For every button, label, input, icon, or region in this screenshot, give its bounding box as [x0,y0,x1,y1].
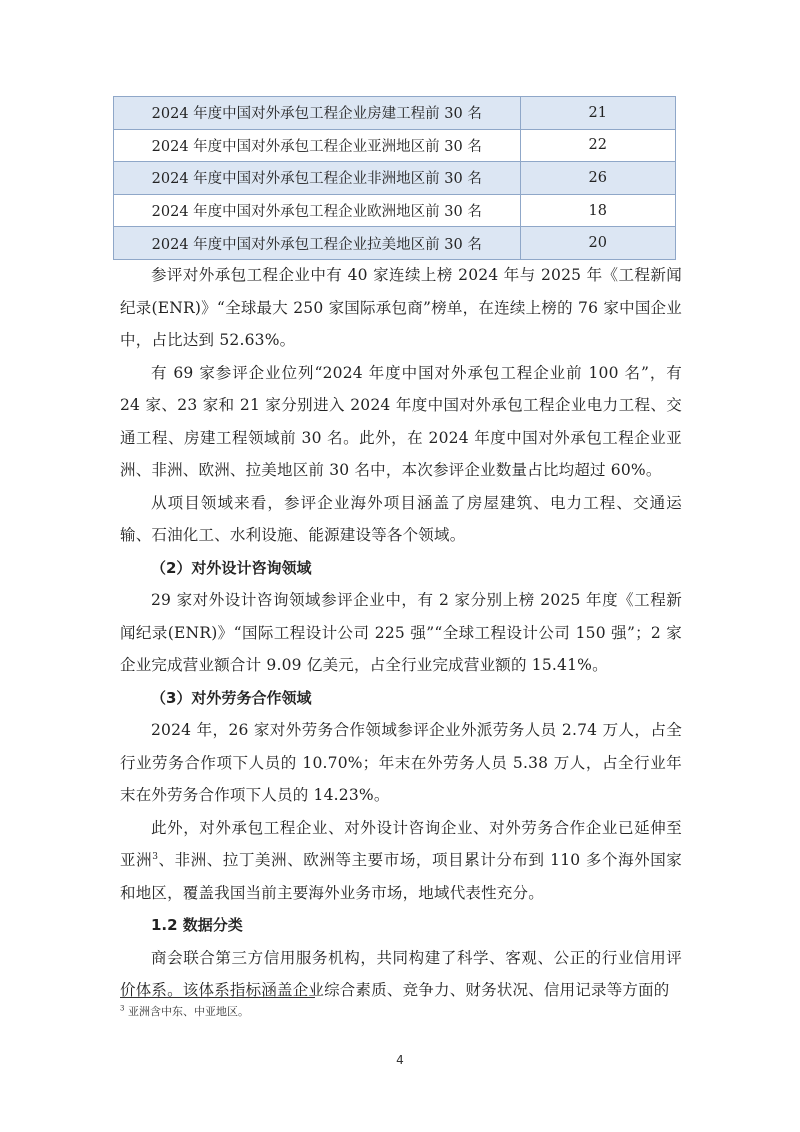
heading-design-consulting: （2）对外设计咨询领域 [151,558,312,577]
body-text [120,259,682,1007]
table-row [114,162,676,195]
paragraph-labor-cooperation: 2024 年，26 家对外劳务合作领域参评企业外派劳务人员 2.74 万人，占全行业劳务合作项下人员的 10.70%；年末在外劳务人员 5.38 万人，占全行业年末在外劳务合作项下人员的 14.23%。 [120,721,682,804]
paragraph-enr-contractors: 参评对外承包工程企业中有 40 家连续上榜 2024 年与 2025 年《工程新闻纪录(ENR)》“全球最大 250 家国际承包商”榜单，在连续上榜的 76 家中国企业中，占比达到 52.63%。 [120,266,682,349]
table-row [114,194,676,227]
ranking-name-cell: 2024 年度中国对外承包工程企业欧洲地区前 30 名 [114,194,521,227]
table-row [114,97,676,130]
ranking-name-cell: 2024 年度中国对外承包工程企业房建工程前 30 名 [114,97,521,130]
company-count-cell: 20 [520,227,675,260]
markets-text-b: 、非洲、拉丁美洲、欧洲等主要市场，项目累计分布到 110 多个海外国家和地区，覆盖我国当前主要海外业务市场，地域代表性充分。 [120,851,682,902]
paragraph-design-consulting: 29 家对外设计咨询领域参评企业中，有 2 家分别上榜 2025 年度《工程新闻纪录(ENR)》“国际工程设计公司 225 强”“全球工程设计公司 150 强”；2 家企业完成营业额合计 9.09 亿美元，占全行业完成营业额的 15.41%。 [120,591,682,674]
ranking-name-cell: 2024 年度中国对外承包工程企业非洲地区前 30 名 [114,162,521,195]
paragraph-markets [120,812,682,910]
company-count-cell: 26 [520,162,675,195]
ranking-name-cell: 2024 年度中国对外承包工程企业亚洲地区前 30 名 [114,129,521,162]
company-count-cell: 18 [520,194,675,227]
table-row [114,227,676,260]
ranking-table [113,96,676,260]
company-count-cell: 22 [520,129,675,162]
footnote [120,1003,249,1019]
paragraph-project-fields: 从项目领域来看，参评企业海外项目涵盖了房屋建筑、电力工程、交通运输、石油化工、水利设施、能源建设等各个领域。 [120,493,682,544]
paragraph-top100: 有 69 家参评企业位列“2024 年度中国对外承包工程企业前 100 名”，有 24 家、23 家和 21 家分别进入 2024 年度中国对外承包工程企业电力工程、交通工程、房建工程领域前 30 名。此外，在 2024 年度中国对外承包工程企业亚洲、非洲、欧洲、拉美地区前 30 名中，本次参评企业数量占比均超过 60%。 [120,363,682,479]
page-number: 4 [396,1053,404,1067]
ranking-table-body [114,97,676,260]
company-count-cell: 21 [520,97,675,130]
ranking-name-cell: 2024 年度中国对外承包工程企业拉美地区前 30 名 [114,227,521,260]
section-heading-data-classification: 1.2 数据分类 [151,916,243,934]
heading-labor-cooperation: （3）对外劳务合作领域 [151,688,312,707]
footnote-ref[interactable]: 3 [152,851,159,862]
footnote-divider [120,997,315,998]
footnote-text: 亚洲含中东、中亚地区。 [127,1005,249,1018]
markets-text-a: 此外，对外承包工程企业、对外设计咨询企业、对外劳务合作企业已延伸至亚洲 [120,818,682,869]
table-row [114,129,676,162]
footnote-mark: 3 [120,1004,125,1013]
paragraph-evaluation-system: 商会联合第三方信用服务机构，共同构建了科学、客观、公正的行业信用评价体系。该体系指标涵盖企业综合素质、竞争力、财务状况、信用记录等方面的 [120,948,682,999]
